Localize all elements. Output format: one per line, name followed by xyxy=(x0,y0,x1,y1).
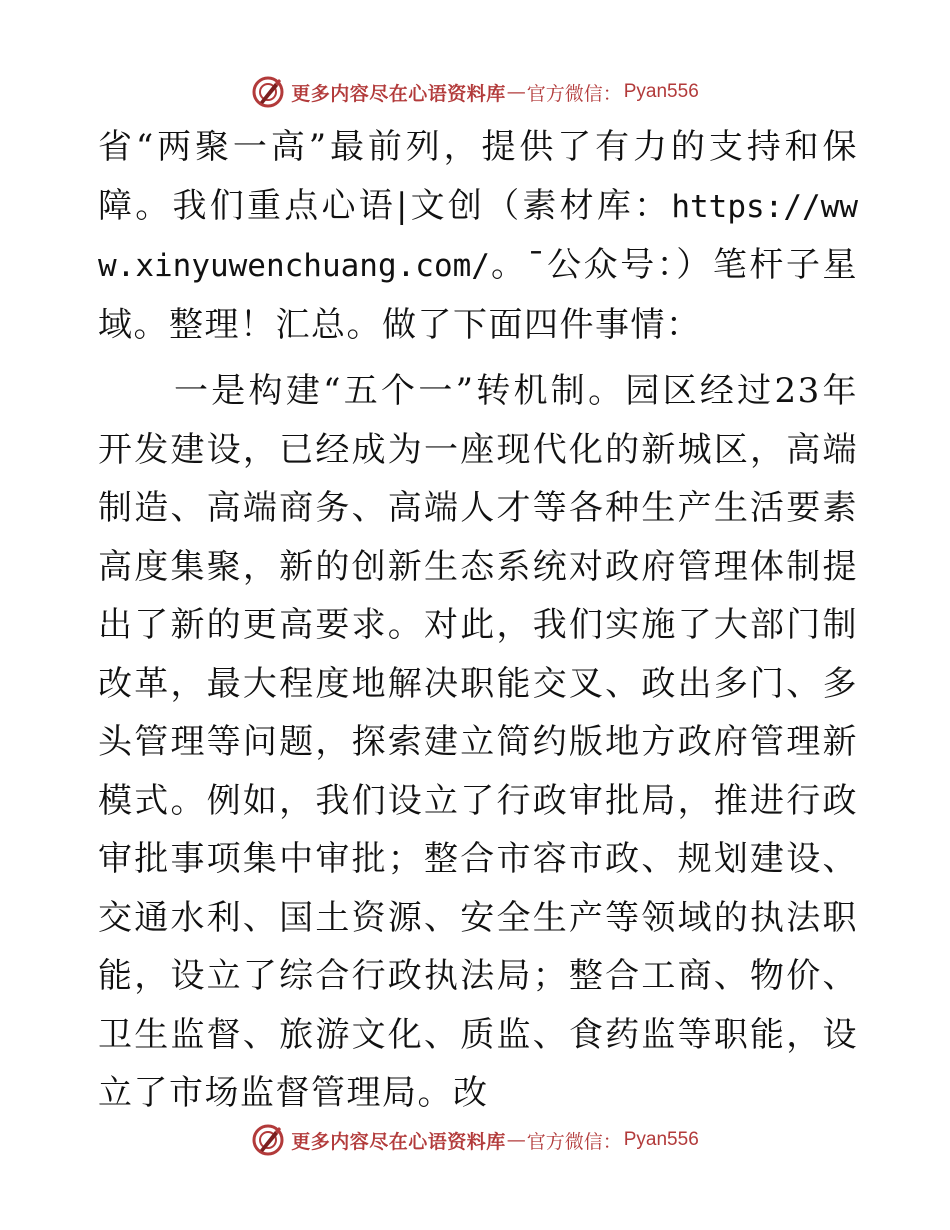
watermark-title: 更多内容尽在心语资料库 xyxy=(291,1130,506,1153)
paragraph-1-text-a: 省“两聚一高”最前列，提供了有力的支持和保障。我们重点心语|文创（素材库： xyxy=(98,127,858,226)
logo-icon xyxy=(251,1123,285,1157)
watermark-suffix: 官方微信： xyxy=(526,1130,622,1153)
paragraph-1 xyxy=(98,118,858,354)
paragraph-1-text-b: 。¯公众号：）笔杆子星域。整理！汇总。做了下面四件事情： xyxy=(98,245,858,345)
logo-icon xyxy=(251,75,285,109)
watermark-title: 更多内容尽在心语资料库 xyxy=(291,82,506,105)
watermark-suffix: 官方微信： xyxy=(526,82,622,105)
header-watermark xyxy=(0,72,950,112)
footer-watermark xyxy=(0,1120,950,1160)
paragraph-2: 一是构建“五个一”转机制。园区经过23年开发建设，已经成为一座现代化的新城区，高端制造、高端商务、高端人才等各种生产生活要素高度集聚，新的创新生态系统对政府管理体制提出了新的更高要求。对此，我们实施了大部门制改革，最大程度地解决职能交叉、政出多门、多头管理等问题，探索建立简约版地方政府管理新模式。例如，我们设立了行政审批局，推进行政审批事项集中审批；整合市容市政、规划建设、交通水利、国土资源、安全生产等领域的执法职能，设立了综合行政执法局；整合工商、物价、卫生监督、旅游文化、质监、食药监等职能，设立了市场监督管理局。改 xyxy=(98,371,858,1113)
watermark-dash: — xyxy=(506,1129,526,1151)
source-url: https://www.xinyuwenchuang.com/ xyxy=(98,188,858,284)
watermark-id: Pyan556 xyxy=(623,1129,699,1150)
document-body xyxy=(98,118,858,1123)
watermark-dash: — xyxy=(506,81,526,103)
watermark-id: Pyan556 xyxy=(623,81,699,102)
